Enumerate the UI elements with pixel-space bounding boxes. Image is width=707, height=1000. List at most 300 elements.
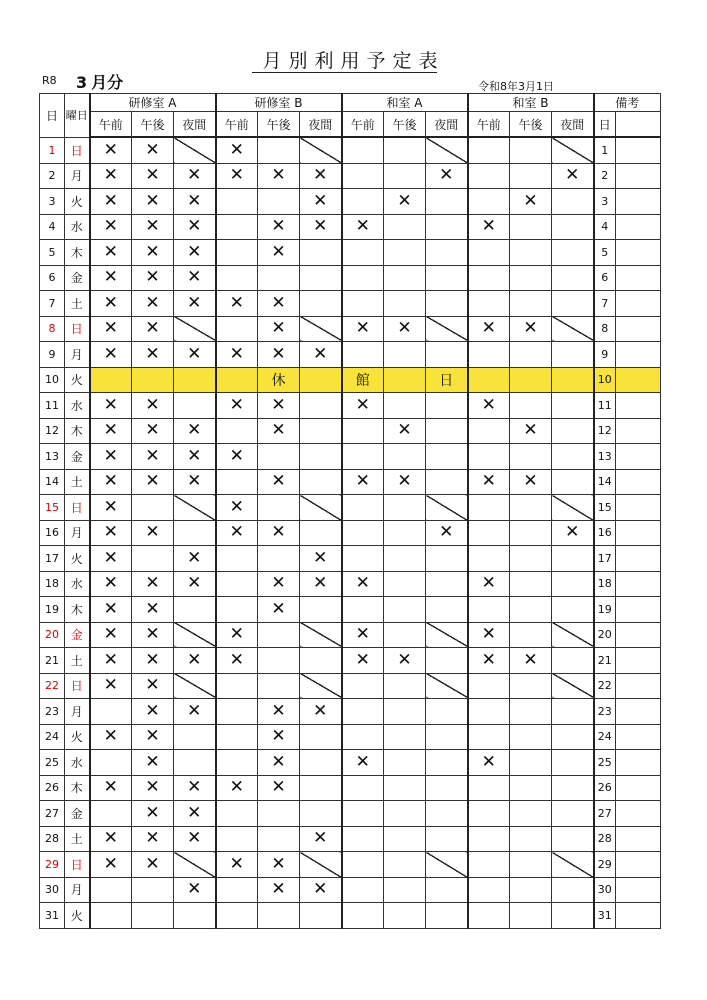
table-row (40, 571, 661, 597)
closed-day-char: 館 (342, 367, 384, 393)
slot-cell-empty (342, 137, 384, 163)
day-cell: 17 (40, 546, 65, 572)
unavailable-slash (552, 673, 594, 699)
reserved-mark: ✕ (132, 240, 174, 266)
reserved-mark: ✕ (468, 648, 510, 674)
unavailable-slash (300, 495, 342, 521)
unavailable-slash (300, 316, 342, 342)
notes-cell (616, 495, 661, 521)
slot-cell-empty (216, 750, 258, 776)
slot-cell-empty (90, 750, 132, 776)
slot-cell-empty (384, 903, 426, 929)
table-row (40, 699, 661, 725)
slot-cell-empty (174, 520, 216, 546)
slot-cell-empty (510, 673, 552, 699)
slot-cell-empty (426, 801, 468, 827)
reserved-mark: ✕ (132, 673, 174, 699)
reserved-mark: ✕ (132, 291, 174, 317)
slot-cell-empty (426, 903, 468, 929)
weekday-cell: 火 (65, 903, 90, 929)
day-cell: 29 (40, 852, 65, 878)
reserved-mark: ✕ (174, 877, 216, 903)
issue-date: 令和8年3月1日 (478, 80, 554, 93)
table-row (40, 852, 661, 878)
slot-cell-empty (552, 877, 594, 903)
era-label: R8 (42, 74, 57, 87)
weekday-cell: 月 (65, 699, 90, 725)
reserved-mark: ✕ (90, 597, 132, 623)
unavailable-slash (300, 622, 342, 648)
reserved-mark: ✕ (258, 342, 300, 368)
weekday-cell: 水 (65, 214, 90, 240)
unavailable-slash (426, 316, 468, 342)
slot-cell-empty (300, 240, 342, 266)
slot-cell-empty (258, 495, 300, 521)
slot-cell-empty (90, 699, 132, 725)
weekday-cell: 土 (65, 648, 90, 674)
unavailable-slash (174, 622, 216, 648)
reserved-mark: ✕ (468, 316, 510, 342)
slot-cell-empty (552, 240, 594, 266)
table-row (40, 903, 661, 929)
slot-header: 午前 (90, 112, 132, 138)
day-cell: 31 (40, 903, 65, 929)
slot-cell-empty (342, 495, 384, 521)
slot-cell-empty (300, 291, 342, 317)
reserved-mark: ✕ (258, 214, 300, 240)
slot-cell-empty (384, 724, 426, 750)
reserved-mark: ✕ (174, 546, 216, 572)
day-cell: 18 (40, 571, 65, 597)
reserved-mark: ✕ (90, 673, 132, 699)
notes-cell (616, 826, 661, 852)
slot-cell-empty (426, 648, 468, 674)
reserved-mark: ✕ (510, 189, 552, 215)
table-row (40, 214, 661, 240)
slot-cell-empty (342, 342, 384, 368)
notes-day-cell: 16 (594, 520, 616, 546)
reserved-mark: ✕ (216, 291, 258, 317)
slot-cell-empty (384, 163, 426, 189)
reserved-mark: ✕ (426, 163, 468, 189)
slot-cell-empty (468, 852, 510, 878)
closed-day-cell (552, 367, 594, 393)
notes-cell (616, 724, 661, 750)
reserved-mark: ✕ (132, 597, 174, 623)
slot-cell-empty (300, 648, 342, 674)
unavailable-slash (426, 137, 468, 163)
slot-cell-empty (216, 469, 258, 495)
slot-cell-empty (468, 801, 510, 827)
slot-cell-empty (300, 418, 342, 444)
slot-cell-empty (426, 469, 468, 495)
closed-day-cell (90, 367, 132, 393)
slot-cell-empty (468, 826, 510, 852)
reserved-mark: ✕ (132, 137, 174, 163)
closed-day-cell (300, 367, 342, 393)
day-cell: 21 (40, 648, 65, 674)
day-cell: 26 (40, 775, 65, 801)
slot-cell-empty (426, 189, 468, 215)
reserved-mark: ✕ (132, 775, 174, 801)
slot-cell-empty (510, 444, 552, 470)
notes-day-cell: 2 (594, 163, 616, 189)
unavailable-slash (174, 316, 216, 342)
reserved-mark: ✕ (90, 291, 132, 317)
slot-cell-empty (552, 265, 594, 291)
slot-cell-empty (258, 444, 300, 470)
slot-cell-empty (510, 597, 552, 623)
notes-day-cell: 25 (594, 750, 616, 776)
slot-cell-empty (384, 852, 426, 878)
slot-cell-empty (216, 265, 258, 291)
weekday-cell: 日 (65, 495, 90, 521)
slot-cell-empty (552, 648, 594, 674)
slot-cell-empty (384, 826, 426, 852)
slot-cell-empty (468, 495, 510, 521)
slot-cell-empty (90, 903, 132, 929)
notes-cell (616, 418, 661, 444)
slot-cell-empty (384, 775, 426, 801)
reserved-mark: ✕ (132, 418, 174, 444)
slot-cell-empty (342, 240, 384, 266)
reserved-mark: ✕ (90, 163, 132, 189)
slot-cell-empty (510, 877, 552, 903)
table-row (40, 137, 661, 163)
slot-header: 午後 (258, 112, 300, 138)
unavailable-slash (174, 852, 216, 878)
notes-blank-header (616, 112, 661, 138)
slot-cell-empty (216, 214, 258, 240)
slot-cell-empty (510, 393, 552, 419)
weekday-header: 曜日 (65, 94, 90, 138)
table-row (40, 393, 661, 419)
slot-cell-empty (468, 189, 510, 215)
table-row (40, 367, 661, 393)
reserved-mark: ✕ (132, 393, 174, 419)
unavailable-slash (552, 316, 594, 342)
notes-cell (616, 189, 661, 215)
reserved-mark: ✕ (90, 342, 132, 368)
slot-cell-empty (510, 801, 552, 827)
day-cell: 13 (40, 444, 65, 470)
reserved-mark: ✕ (300, 877, 342, 903)
slot-cell-empty (90, 801, 132, 827)
slot-cell-empty (468, 291, 510, 317)
reserved-mark: ✕ (258, 750, 300, 776)
reserved-mark: ✕ (510, 648, 552, 674)
notes-cell (616, 877, 661, 903)
notes-day-cell: 30 (594, 877, 616, 903)
month-number: 3 (76, 73, 88, 92)
slot-cell-empty (552, 291, 594, 317)
day-cell: 6 (40, 265, 65, 291)
notes-day-cell: 20 (594, 622, 616, 648)
reserved-mark: ✕ (510, 316, 552, 342)
slot-cell-empty (552, 775, 594, 801)
month-heading (72, 70, 123, 93)
notes-cell (616, 137, 661, 163)
slot-cell-empty (216, 571, 258, 597)
notes-day-cell: 31 (594, 903, 616, 929)
slot-cell-empty (342, 418, 384, 444)
reserved-mark: ✕ (216, 520, 258, 546)
slot-cell-empty (174, 597, 216, 623)
reserved-mark: ✕ (342, 648, 384, 674)
reserved-mark: ✕ (342, 622, 384, 648)
slot-cell-empty (468, 163, 510, 189)
reserved-mark: ✕ (300, 546, 342, 572)
slot-cell-empty (342, 826, 384, 852)
slot-cell-empty (90, 877, 132, 903)
reserved-mark: ✕ (90, 724, 132, 750)
slot-cell-empty (510, 571, 552, 597)
slot-cell-empty (258, 265, 300, 291)
slot-cell-empty (342, 673, 384, 699)
notes-cell (616, 316, 661, 342)
slot-cell-empty (552, 418, 594, 444)
slot-cell-empty (510, 137, 552, 163)
reserved-mark: ✕ (174, 214, 216, 240)
slot-cell-empty (300, 801, 342, 827)
slot-cell-empty (342, 775, 384, 801)
day-cell: 19 (40, 597, 65, 623)
unavailable-slash (552, 137, 594, 163)
reserved-mark: ✕ (90, 571, 132, 597)
reserved-mark: ✕ (468, 622, 510, 648)
notes-day-cell: 3 (594, 189, 616, 215)
table-row (40, 189, 661, 215)
table-row (40, 597, 661, 623)
table-row (40, 775, 661, 801)
slot-cell-empty (468, 775, 510, 801)
unavailable-slash (426, 622, 468, 648)
slot-cell-empty (258, 648, 300, 674)
notes-cell (616, 240, 661, 266)
slot-cell-empty (342, 546, 384, 572)
slot-header: 夜間 (300, 112, 342, 138)
notes-cell (616, 367, 661, 393)
slot-cell-empty (468, 546, 510, 572)
reserved-mark: ✕ (174, 189, 216, 215)
weekday-cell: 日 (65, 137, 90, 163)
slot-cell-empty (468, 597, 510, 623)
slot-cell-empty (468, 444, 510, 470)
slot-cell-empty (426, 826, 468, 852)
slot-cell-empty (426, 546, 468, 572)
reserved-mark: ✕ (90, 520, 132, 546)
notes-cell (616, 648, 661, 674)
closed-day-cell (132, 367, 174, 393)
reserved-mark: ✕ (258, 724, 300, 750)
slot-cell-empty (552, 801, 594, 827)
weekday-cell: 金 (65, 622, 90, 648)
page-title: 月別利用予定表 (262, 50, 445, 72)
slot-header: 午前 (342, 112, 384, 138)
reserved-mark: ✕ (90, 775, 132, 801)
slot-cell-empty (426, 775, 468, 801)
slot-cell-empty (384, 342, 426, 368)
reserved-mark: ✕ (300, 189, 342, 215)
table-row (40, 877, 661, 903)
slot-cell-empty (216, 877, 258, 903)
closed-day-cell (174, 367, 216, 393)
slot-cell-empty (552, 750, 594, 776)
notes-cell (616, 214, 661, 240)
table-row (40, 469, 661, 495)
slot-cell-empty (510, 750, 552, 776)
weekday-cell: 金 (65, 265, 90, 291)
slot-cell-empty (384, 444, 426, 470)
reserved-mark: ✕ (132, 444, 174, 470)
reserved-mark: ✕ (258, 418, 300, 444)
table-row (40, 750, 661, 776)
unavailable-slash (552, 495, 594, 521)
slot-cell-empty (510, 265, 552, 291)
notes-day-cell: 10 (594, 367, 616, 393)
day-cell: 23 (40, 699, 65, 725)
slot-cell-empty (342, 852, 384, 878)
reserved-mark: ✕ (258, 316, 300, 342)
reserved-mark: ✕ (132, 852, 174, 878)
reserved-mark: ✕ (216, 852, 258, 878)
slot-cell-empty (552, 444, 594, 470)
reserved-mark: ✕ (258, 240, 300, 266)
slot-cell-empty (342, 265, 384, 291)
reserved-mark: ✕ (132, 189, 174, 215)
notes-day-cell: 1 (594, 137, 616, 163)
unavailable-slash (426, 673, 468, 699)
table-row (40, 444, 661, 470)
weekday-cell: 木 (65, 597, 90, 623)
reserved-mark: ✕ (174, 342, 216, 368)
notes-day-cell: 13 (594, 444, 616, 470)
reserved-mark: ✕ (300, 163, 342, 189)
reserved-mark: ✕ (300, 214, 342, 240)
weekday-cell: 日 (65, 673, 90, 699)
slot-cell-empty (342, 877, 384, 903)
unavailable-slash (300, 852, 342, 878)
slot-cell-empty (510, 291, 552, 317)
day-cell: 3 (40, 189, 65, 215)
slot-cell-empty (132, 877, 174, 903)
slot-cell-empty (258, 903, 300, 929)
slot-cell-empty (216, 546, 258, 572)
slot-cell-empty (426, 418, 468, 444)
slot-cell-empty (300, 265, 342, 291)
notes-cell (616, 903, 661, 929)
reserved-mark: ✕ (174, 469, 216, 495)
slot-cell-empty (426, 240, 468, 266)
slot-cell-empty (510, 622, 552, 648)
slot-cell-empty (426, 699, 468, 725)
reserved-mark: ✕ (216, 444, 258, 470)
notes-cell (616, 801, 661, 827)
room-header-3: 和室 A (342, 94, 468, 112)
slot-cell-empty (468, 418, 510, 444)
slot-cell-empty (216, 240, 258, 266)
notes-cell (616, 265, 661, 291)
reserved-mark: ✕ (552, 520, 594, 546)
day-cell: 25 (40, 750, 65, 776)
reserved-mark: ✕ (90, 418, 132, 444)
notes-cell (616, 163, 661, 189)
slot-cell-empty (342, 520, 384, 546)
closed-day-cell (468, 367, 510, 393)
unavailable-slash (300, 673, 342, 699)
notes-cell (616, 520, 661, 546)
reserved-mark: ✕ (258, 469, 300, 495)
slot-cell-empty (300, 520, 342, 546)
reserved-mark: ✕ (90, 852, 132, 878)
slot-cell-empty (468, 877, 510, 903)
notes-day-cell: 15 (594, 495, 616, 521)
reserved-mark: ✕ (90, 393, 132, 419)
reserved-mark: ✕ (174, 418, 216, 444)
notes-day-cell: 23 (594, 699, 616, 725)
slot-cell-empty (510, 852, 552, 878)
reserved-mark: ✕ (510, 469, 552, 495)
reserved-mark: ✕ (90, 622, 132, 648)
reserved-mark: ✕ (90, 316, 132, 342)
slot-cell-empty (342, 724, 384, 750)
weekday-cell: 水 (65, 393, 90, 419)
slot-cell-empty (258, 546, 300, 572)
weekday-cell: 月 (65, 520, 90, 546)
reserved-mark: ✕ (174, 775, 216, 801)
notes-cell (616, 571, 661, 597)
slot-cell-empty (384, 801, 426, 827)
weekday-cell: 日 (65, 316, 90, 342)
notes-cell (616, 469, 661, 495)
slot-cell-empty (216, 903, 258, 929)
slot-cell-empty (510, 826, 552, 852)
reserved-mark: ✕ (258, 571, 300, 597)
reserved-mark: ✕ (132, 826, 174, 852)
notes-cell (616, 622, 661, 648)
reserved-mark: ✕ (174, 648, 216, 674)
reserved-mark: ✕ (174, 444, 216, 470)
day-cell: 7 (40, 291, 65, 317)
title-underline (252, 72, 437, 73)
day-cell: 4 (40, 214, 65, 240)
slot-cell-empty (216, 597, 258, 623)
slot-cell-empty (258, 801, 300, 827)
reserved-mark: ✕ (468, 571, 510, 597)
slot-header: 午前 (468, 112, 510, 138)
notes-day-cell: 14 (594, 469, 616, 495)
weekday-cell: 日 (65, 852, 90, 878)
slot-cell-empty (384, 597, 426, 623)
slot-header: 午後 (132, 112, 174, 138)
slot-cell-empty (216, 673, 258, 699)
slot-cell-empty (468, 240, 510, 266)
notes-day-cell: 19 (594, 597, 616, 623)
slot-cell-empty (510, 699, 552, 725)
reserved-mark: ✕ (468, 393, 510, 419)
slot-cell-empty (426, 214, 468, 240)
reserved-mark: ✕ (174, 699, 216, 725)
day-cell: 20 (40, 622, 65, 648)
weekday-cell: 月 (65, 163, 90, 189)
reserved-mark: ✕ (258, 699, 300, 725)
slot-cell-empty (552, 189, 594, 215)
reserved-mark: ✕ (342, 571, 384, 597)
day-cell: 5 (40, 240, 65, 266)
notes-day-cell: 27 (594, 801, 616, 827)
closed-day-char: 日 (426, 367, 468, 393)
slot-cell-empty (552, 469, 594, 495)
